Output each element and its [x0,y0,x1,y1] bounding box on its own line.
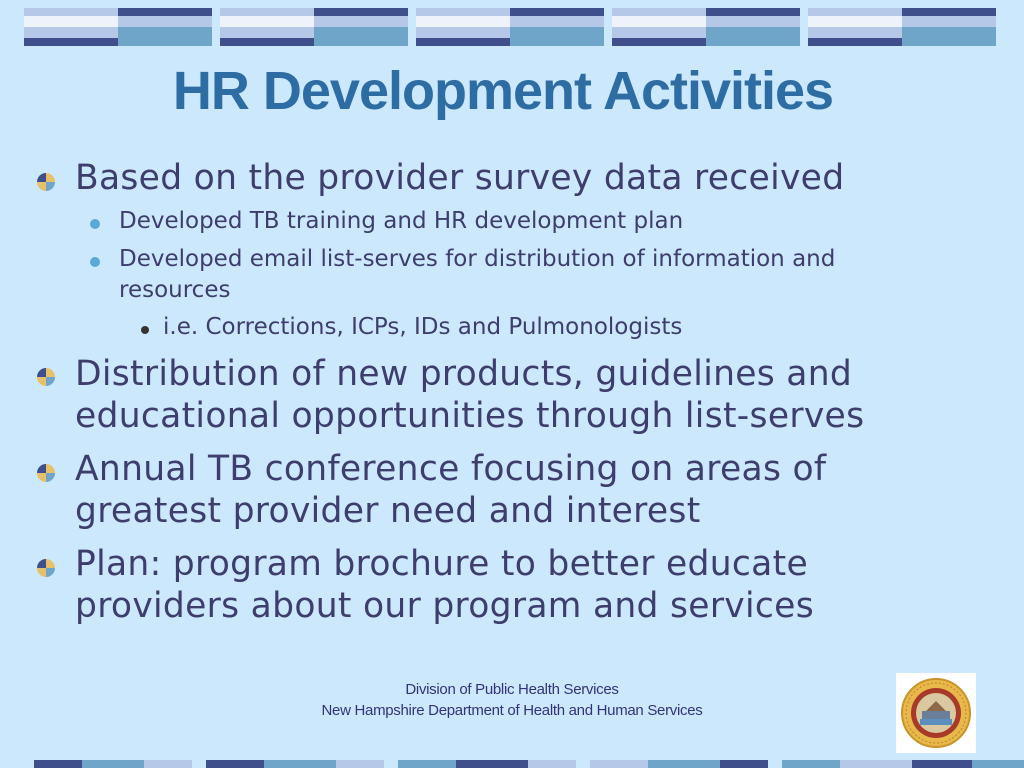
quartered-circle-bullet-icon [37,368,55,386]
sub-bullet-text: Developed TB training and HR development plan [119,208,684,234]
blue-dot-bullet-icon [90,257,100,267]
slide-title: HR Development Activities [172,61,834,121]
new-hampshire-seal-icon [896,673,976,753]
bullet-text-continued: educational opportunities through list-serves [75,396,865,436]
bottom-decorative-band [34,760,1024,768]
bullet-text: Annual TB conference focusing on areas of [75,449,827,489]
sub-bullet-text-continued: resources [119,277,231,303]
sub-bullet-text: Developed email list-serves for distribution of information and [119,246,836,272]
band-tile [808,8,996,46]
band-tile [416,8,604,46]
band-tile [220,8,408,46]
footer-line-1: Division of Public Health Services [405,681,619,698]
quartered-circle-bullet-icon [37,559,55,577]
bullet-text-continued: providers about our program and services [75,586,814,626]
band-tile [612,8,800,46]
quartered-circle-bullet-icon [37,173,55,191]
black-dot-bullet-icon [141,326,149,334]
footer-line-2: New Hampshire Department of Health and Human Services [321,702,703,719]
blue-dot-bullet-icon [90,219,100,229]
quartered-circle-bullet-icon [37,464,55,482]
bullet-text: Based on the provider survey data received [75,158,845,198]
band-tile [24,8,212,46]
bullet-text: Plan: program brochure to better educate [75,544,808,584]
bullet-text-continued: greatest provider need and interest [75,491,701,531]
bullet-text: Distribution of new products, guidelines and [75,354,853,394]
sub-sub-bullet-text: i.e. Corrections, ICPs, IDs and Pulmonologists [163,314,683,340]
top-decorative-band [24,8,1000,46]
